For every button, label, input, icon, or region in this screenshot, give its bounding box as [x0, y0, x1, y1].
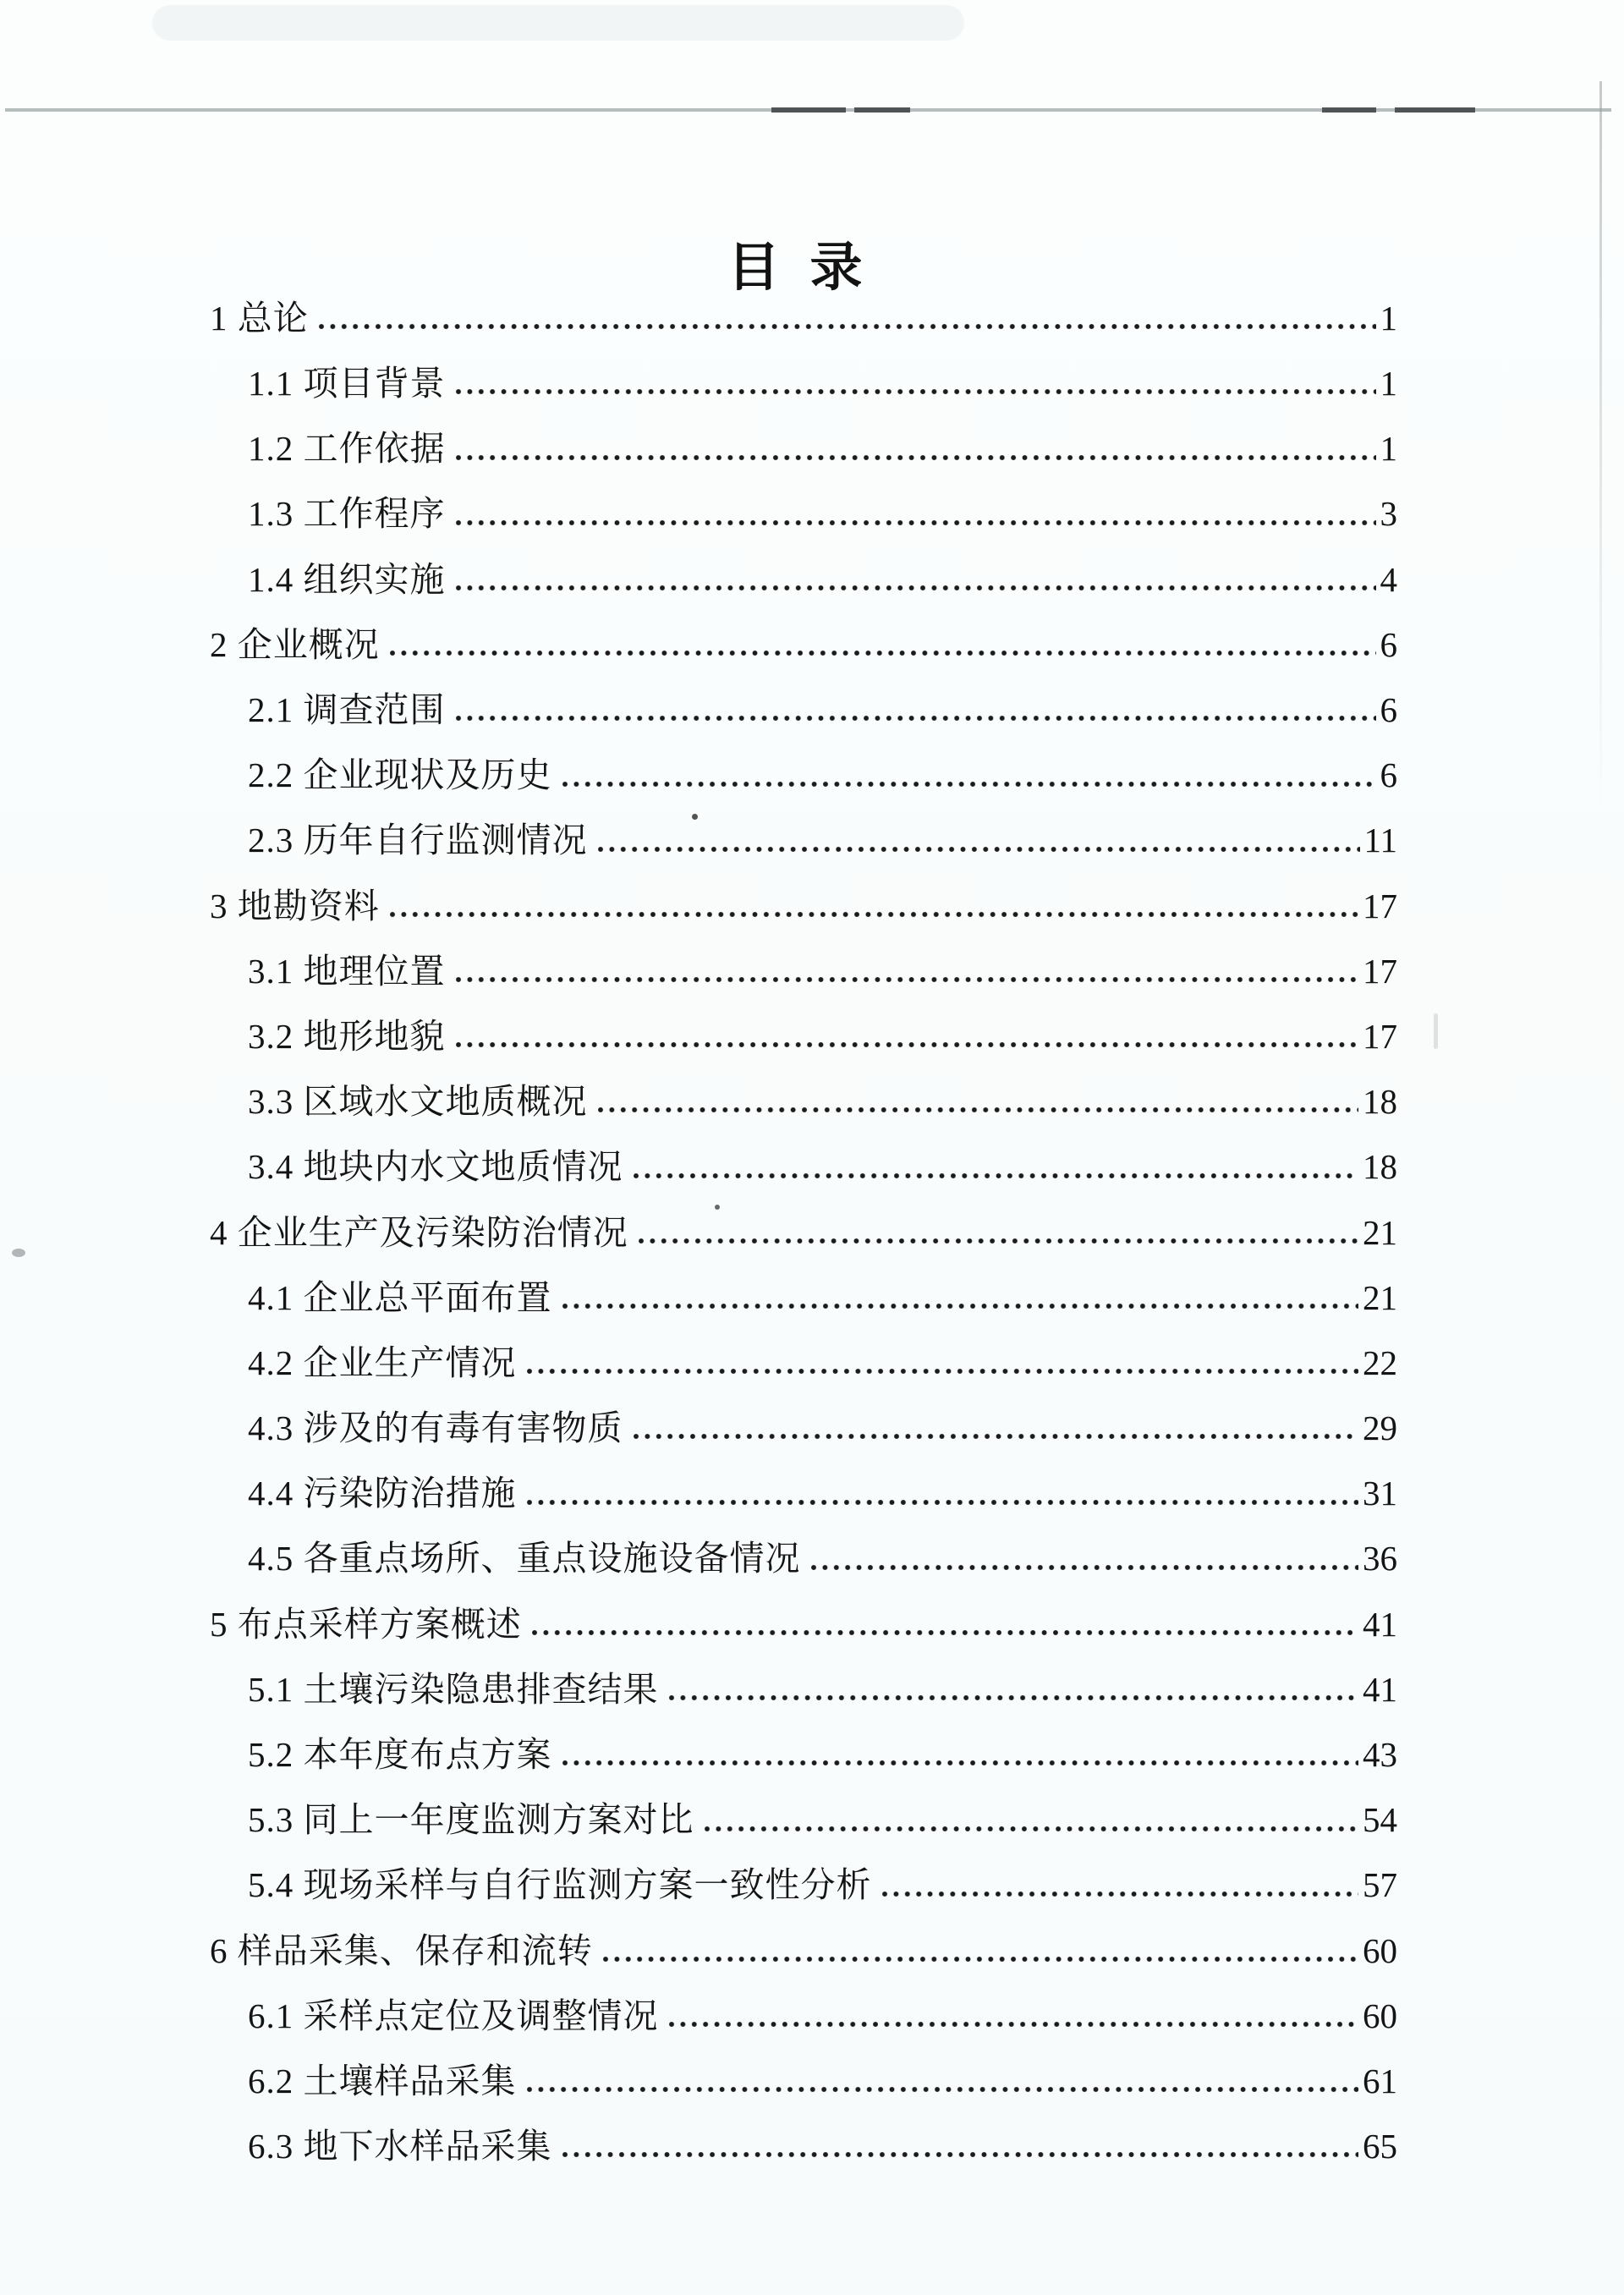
toc-entry-page: 6 [1380, 624, 1397, 664]
toc-dot-leader [705, 1826, 1359, 1832]
toc-entry [0, 1055, 1624, 1120]
toc-entry [0, 1839, 1624, 1904]
toc-list [0, 272, 1624, 2165]
toc-entry [0, 990, 1624, 1055]
toc-dot-leader [811, 1564, 1359, 1571]
toc-entry-label: 5 布点采样方案概述 [210, 1604, 522, 1644]
toc-entry [0, 2034, 1624, 2100]
toc-dot-leader [456, 585, 1376, 591]
toc-entry-label: 2.3 历年自行监测情况 [248, 821, 588, 860]
toc-entry-label: 1.4 组织实施 [248, 559, 446, 599]
toc-dot-leader [456, 1041, 1359, 1048]
scan-mark [1322, 107, 1376, 113]
toc-entry-label: 1 总论 [210, 298, 309, 338]
toc-entry-page: 17 [1363, 886, 1397, 925]
toc-entry-page: 6 [1380, 755, 1397, 795]
toc-dot-leader [562, 1760, 1359, 1766]
toc-entry-label: 6.3 地下水样品采集 [248, 2127, 552, 2166]
toc-entry-label: 4.2 企业生产情况 [248, 1342, 517, 1382]
toc-entry-page: 29 [1363, 1408, 1397, 1448]
toc-dot-leader [532, 1629, 1358, 1636]
toc-entry-page: 43 [1363, 1735, 1397, 1775]
toc-entry-label: 4.1 企业总平面布置 [248, 1277, 552, 1317]
toc-entry-label: 3 地勘资料 [210, 886, 380, 925]
toc-entry [0, 1904, 1624, 1969]
toc-entry [0, 402, 1624, 467]
toc-entry-page: 60 [1363, 1996, 1397, 2035]
toc-entry-label: 4.3 涉及的有毒有害物质 [248, 1408, 623, 1448]
toc-entry-label: 5.2 本年度布点方案 [248, 1735, 552, 1775]
toc-dot-leader [456, 715, 1376, 722]
toc-entry-page: 36 [1363, 1539, 1397, 1578]
toc-entry [0, 1447, 1624, 1512]
toc-dot-leader [456, 519, 1376, 526]
toc-dot-leader [669, 1694, 1359, 1701]
toc-entry-page: 22 [1363, 1342, 1397, 1382]
toc-entry-label: 1.1 项目背景 [248, 364, 446, 404]
toc-entry-label: 4.5 各重点场所、重点设施设备情况 [248, 1539, 801, 1578]
toc-entry-page: 31 [1363, 1474, 1397, 1513]
toc-dot-leader [319, 323, 1376, 330]
toc-entry [0, 1708, 1624, 1773]
toc-dot-leader [598, 846, 1360, 853]
toc-entry-label: 1.2 工作依据 [248, 429, 446, 469]
toc-entry-label: 1.3 工作程序 [248, 494, 446, 534]
toc-dot-leader [634, 1172, 1359, 1179]
toc-entry-label: 4 企业生产及污染防治情况 [210, 1212, 628, 1252]
toc-entry-page: 41 [1363, 1669, 1397, 1709]
toc-entry-label: 4.4 污染防治措施 [248, 1474, 517, 1513]
toc-entry-page: 61 [1363, 2061, 1397, 2100]
toc-entry-page: 11 [1363, 821, 1397, 860]
toc-entry [0, 533, 1624, 598]
toc-dot-leader [456, 454, 1376, 461]
toc-entry [0, 337, 1624, 402]
toc-entry [0, 1643, 1624, 1708]
toc-entry-page: 18 [1363, 1147, 1397, 1187]
header-rule [5, 108, 1611, 112]
toc-entry-page: 18 [1363, 1082, 1397, 1122]
toc-dot-leader [603, 1956, 1358, 1963]
toc-entry [0, 1513, 1624, 1578]
toc-entry [0, 468, 1624, 533]
scan-smudge [152, 5, 964, 41]
toc-entry [0, 2100, 1624, 2165]
toc-entry-page: 4 [1380, 559, 1397, 599]
toc-dot-leader [527, 2086, 1359, 2093]
toc-dot-leader [527, 1499, 1359, 1506]
toc-entry-label: 3.3 区域水文地质概况 [248, 1082, 588, 1122]
toc-entry [0, 1186, 1624, 1251]
toc-entry-page: 6 [1380, 690, 1397, 730]
toc-entry-page: 65 [1363, 2127, 1397, 2166]
scan-mark [771, 107, 846, 113]
toc-dot-leader [390, 650, 1376, 656]
toc-entry-page: 57 [1363, 1865, 1397, 1905]
toc-dot-leader [598, 1106, 1359, 1113]
toc-entry-page: 17 [1363, 1016, 1397, 1056]
toc-entry-label: 3.2 地形地貌 [248, 1016, 446, 1056]
toc-entry-page: 1 [1380, 298, 1397, 338]
toc-entry-label: 6.1 采样点定位及调整情况 [248, 1996, 659, 2035]
toc-entry-label: 6 样品采集、保存和流转 [210, 1930, 593, 1970]
scan-mark [1395, 107, 1475, 113]
toc-dot-leader [456, 976, 1359, 983]
toc-entry-page: 1 [1380, 364, 1397, 404]
toc-entry [0, 1381, 1624, 1447]
toc-dot-leader [882, 1891, 1359, 1897]
toc-entry-page: 21 [1363, 1212, 1397, 1252]
toc-dot-leader [527, 1368, 1359, 1375]
toc-entry-label: 6.2 土壤样品采集 [248, 2061, 517, 2100]
toc-entry-page: 1 [1380, 429, 1397, 469]
toc-entry-page: 54 [1363, 1800, 1397, 1840]
toc-entry [0, 1120, 1624, 1185]
toc-entry-label: 5.3 同上一年度监测方案对比 [248, 1800, 694, 1840]
toc-entry [0, 1251, 1624, 1316]
page-title: 目 录 [727, 239, 864, 297]
toc-entry [0, 925, 1624, 990]
toc-dot-leader [562, 781, 1376, 788]
toc-entry-label: 2 企业概况 [210, 624, 380, 664]
toc-dot-leader [639, 1238, 1358, 1244]
toc-entry-page: 41 [1363, 1604, 1397, 1644]
toc-entry-label: 2.1 调查范围 [248, 690, 446, 730]
scan-mark [854, 107, 910, 113]
toc-entry-label: 3.1 地理位置 [248, 951, 446, 991]
toc-entry [0, 663, 1624, 728]
toc-dot-leader [390, 911, 1358, 918]
toc-entry-label: 5.1 土壤污染隐患排查结果 [248, 1669, 659, 1709]
toc-entry-page: 21 [1363, 1277, 1397, 1317]
toc-entry-label: 5.4 现场采样与自行监测方案一致性分析 [248, 1865, 872, 1905]
toc-entry [0, 859, 1624, 925]
toc-entry [0, 1578, 1624, 1643]
toc-entry [0, 272, 1624, 337]
toc-entry-label: 3.4 地块内水文地质情况 [248, 1147, 623, 1187]
toc-dot-leader [562, 1303, 1359, 1309]
toc-entry [0, 728, 1624, 793]
toc-entry [0, 1773, 1624, 1838]
toc-entry-label: 2.2 企业现状及历史 [248, 755, 552, 795]
toc-dot-leader [456, 388, 1376, 395]
toc-dot-leader [634, 1433, 1359, 1440]
toc-dot-leader [669, 2021, 1359, 2028]
toc-entry-page: 60 [1363, 1930, 1397, 1970]
toc-entry [0, 598, 1624, 663]
toc-entry [0, 794, 1624, 859]
toc-entry [0, 1969, 1624, 2034]
toc-dot-leader [562, 2151, 1359, 2158]
toc-entry-page: 3 [1380, 494, 1397, 534]
toc-entry [0, 1316, 1624, 1381]
toc-entry-page: 17 [1363, 951, 1397, 991]
